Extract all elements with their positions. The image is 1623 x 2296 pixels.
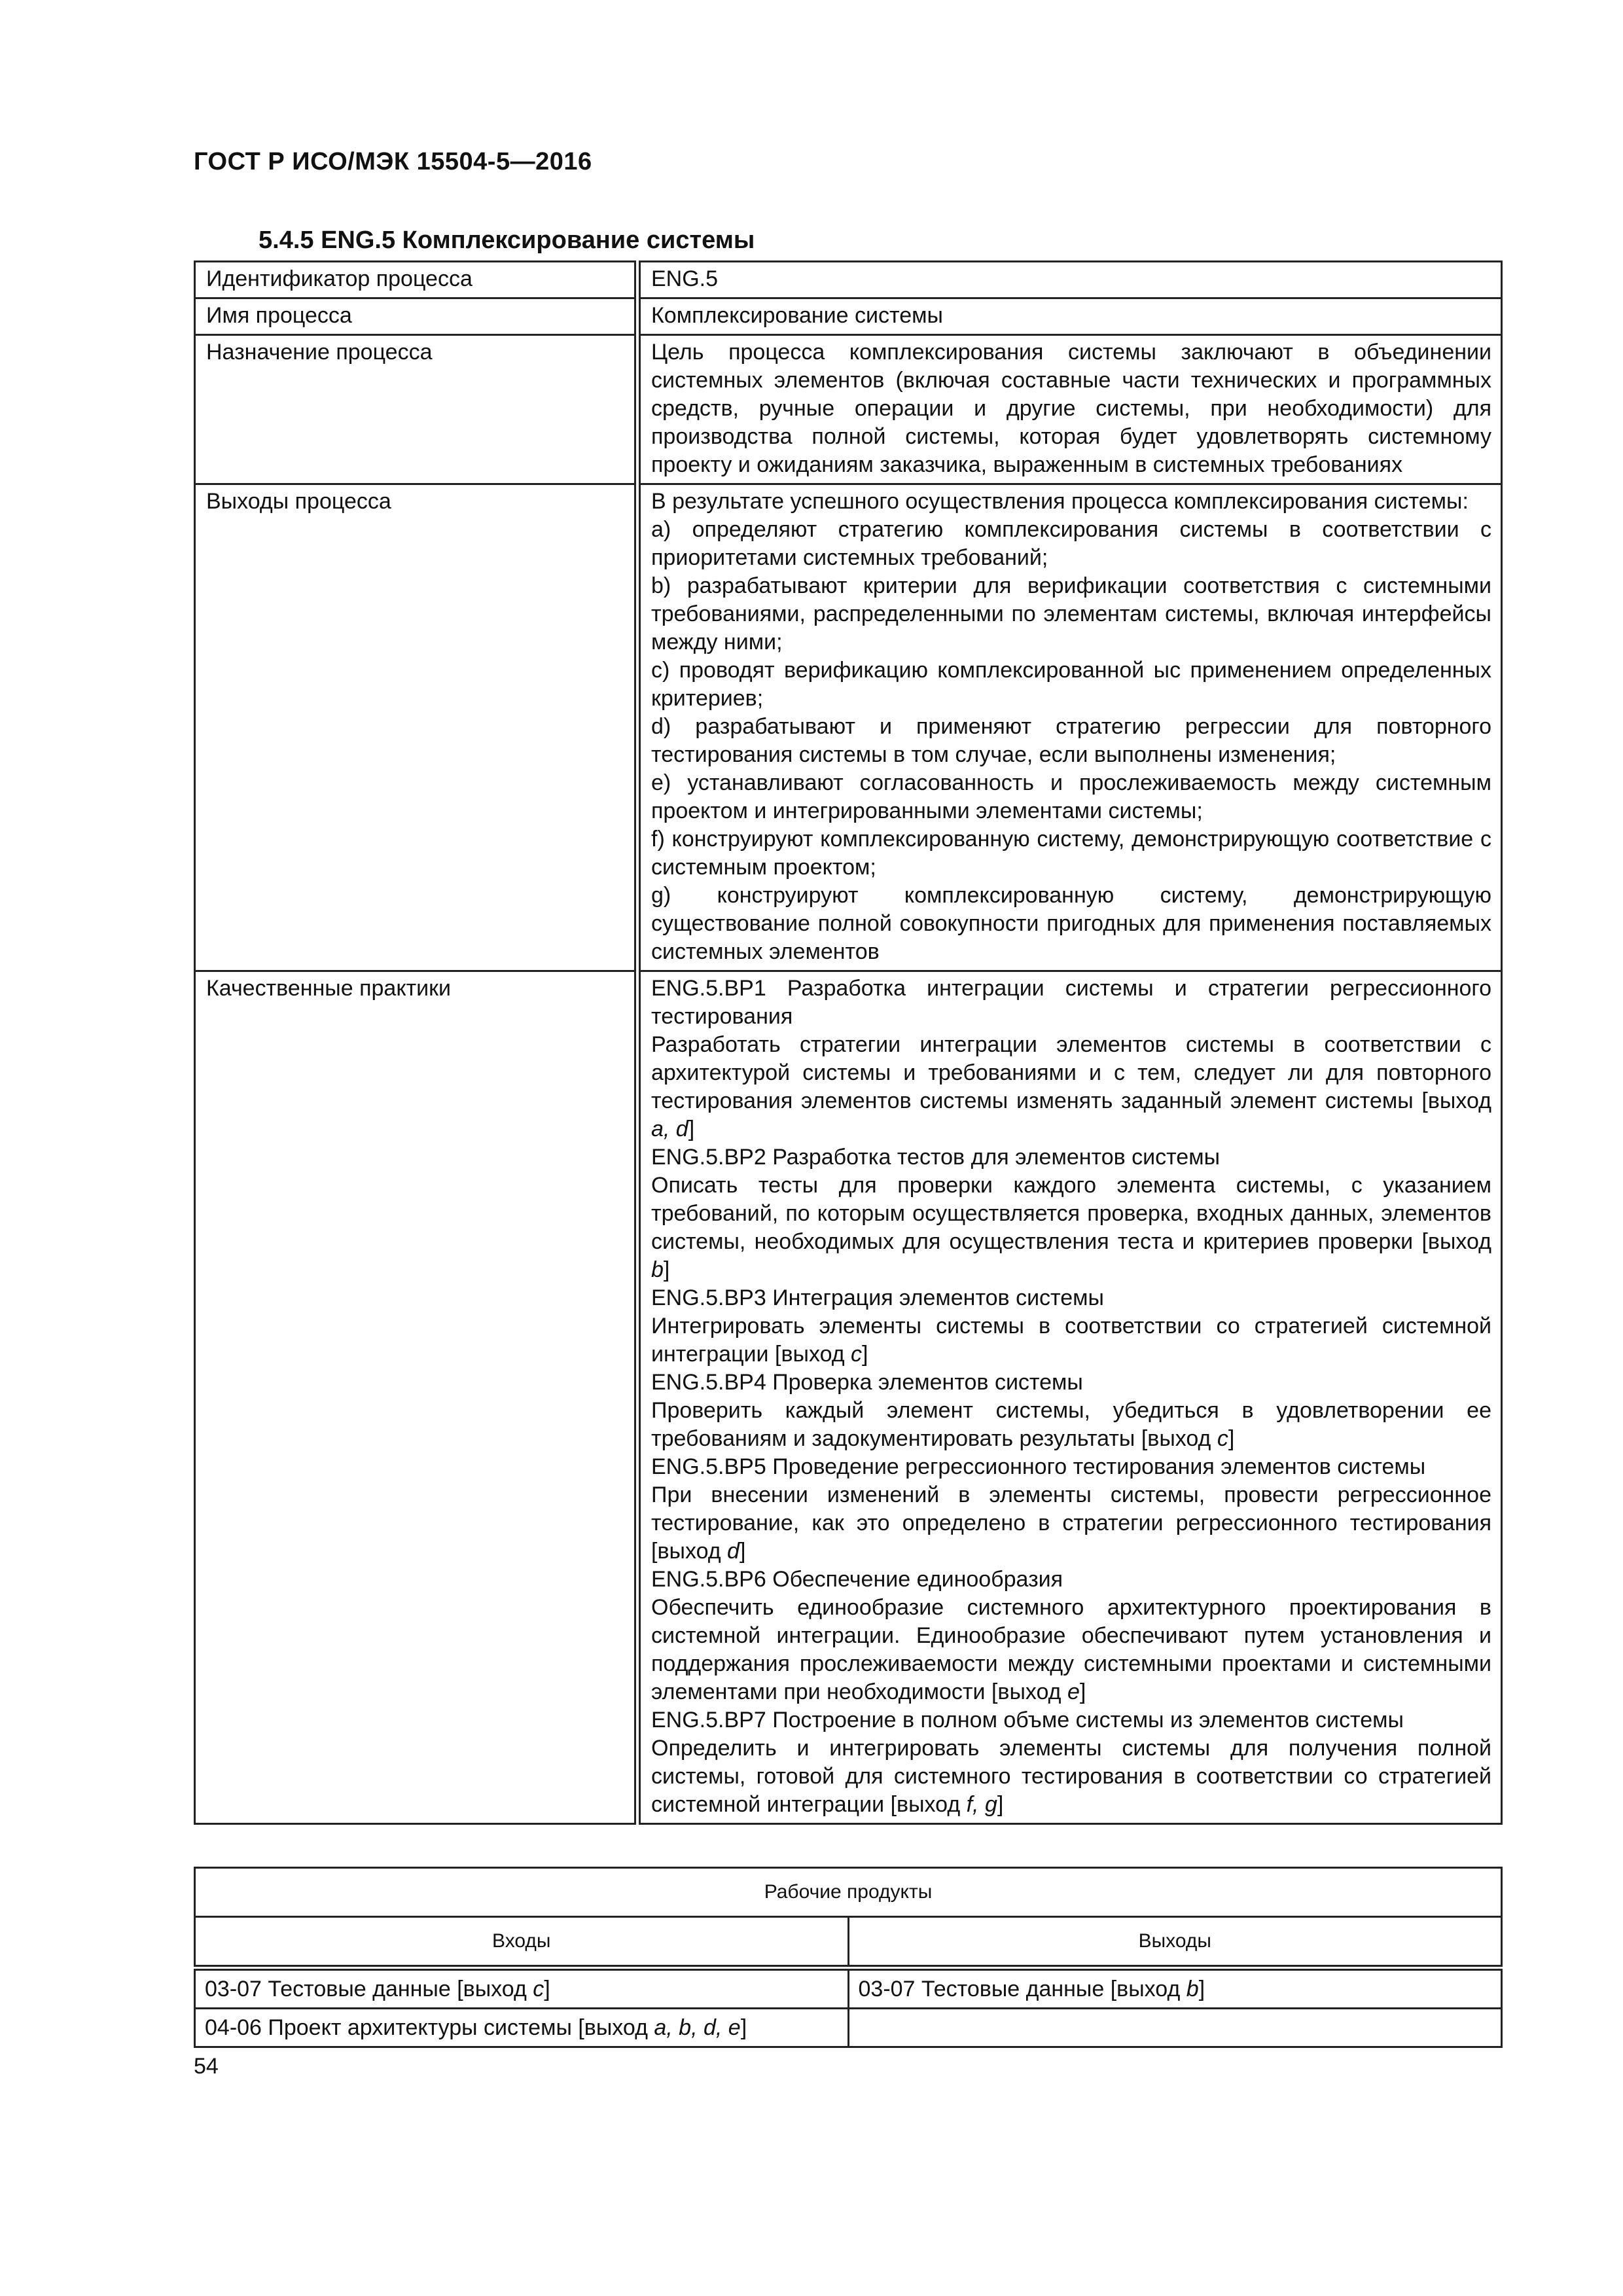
practice-output-ref [1141, 1426, 1234, 1451]
process-name-label: Имя процесса [195, 298, 638, 335]
practice-desc-text: Описать тесты для проверки каждого элемента системы, с указанием требований, по которым осуществляется проверка, входных данных, элементов системы, необходимых для осуществления теста и критериев проверки [651, 1173, 1491, 1254]
practice-block [651, 1566, 1491, 1706]
practice-description [651, 1172, 1491, 1284]
practice-desc-text: Проверить каждый элемент системы, убедиться в удовлетворении ее требованиям и задокументировать результаты [651, 1398, 1491, 1451]
practice-description [651, 1312, 1491, 1369]
work-product-output [848, 2009, 1502, 2047]
ref-suffix: ] [1228, 1426, 1235, 1451]
process-outputs-value [637, 484, 1502, 971]
process-row-id [195, 262, 1502, 298]
ref-items: f, g [966, 1792, 997, 1817]
work-product-input [195, 1968, 849, 2009]
wp-input-end: ] [740, 2015, 747, 2040]
ref-items: b [651, 1257, 664, 1282]
practice-title: ENG.5.BP3 Интеграция элементов системы [651, 1285, 1104, 1310]
practice-output-ref [651, 1539, 745, 1564]
output-item: a) определяют стратегию комплексирования системы в соответствии с приоритетами системных требований; [651, 517, 1491, 570]
practice-block [651, 1143, 1491, 1284]
output-item: f) конструируют комплексированную систему, демонстрирующую соответствие с системным проектом; [651, 827, 1491, 880]
practice-title: ENG.5.BP7 Построение в полном объме системы из элементов системы [651, 1708, 1404, 1732]
practice-description [651, 1481, 1491, 1566]
ref-suffix: ] [997, 1792, 1004, 1817]
work-product-input [195, 2009, 849, 2047]
practice-desc-text: Обеспечить единообразие системного архитектурного проектирования в системной интеграции. Единообразие обеспечивают путем установления и поддержания прослеживаемости между системными проектами и системными элементами при необходимости [651, 1595, 1491, 1704]
output-item: d) разрабатывают и применяют стратегию регрессии для повторного тестирования системы в том случае, если выполнены изменения; [651, 714, 1491, 767]
practice-output-ref [891, 1792, 1004, 1817]
process-outputs-label: Выходы процесса [195, 484, 638, 971]
ref-prefix: [выход [890, 1792, 967, 1817]
section-title: 5.4.5 ENG.5 Комплексирование системы [259, 226, 755, 254]
process-row-outputs [195, 484, 1502, 971]
practice-output-ref [775, 1342, 868, 1367]
outputs-header: Выходы [848, 1917, 1502, 1968]
practice-desc-text: Определить и интегрировать элементы системы для получения полной системы, готовой для системного тестирования в соответствии со стратегией системной интеграции [651, 1736, 1491, 1817]
process-table [194, 260, 1503, 1825]
ref-suffix: ] [663, 1257, 670, 1282]
outputs-intro: В результате успешного осуществления процесса комплексирования системы: [651, 489, 1469, 514]
work-product-output [848, 1968, 1502, 2009]
practice-title: ENG.5.BP4 Проверка элементов системы [651, 1370, 1083, 1395]
wp-input-text: 04-06 Проект архитектуры системы [выход [205, 2015, 654, 2040]
work-products-table [194, 1867, 1503, 2048]
ref-prefix: [выход [1421, 1229, 1492, 1254]
process-row-purpose [195, 335, 1502, 484]
practice-desc-text: Разработать стратегии интеграции элементов системы в соответствии с архитектурой системы и требованиями и с тем, следует ли для повторного тестирования элементов системы изменять заданный элемент системы [651, 1032, 1491, 1113]
ref-prefix: [выход [991, 1679, 1067, 1704]
inputs-header: Входы [195, 1917, 849, 1968]
output-item: e) устанавливают согласованность и прослеживаемость между системным проектом и интегрированными элементами системы; [651, 770, 1491, 823]
process-row-name [195, 298, 1502, 335]
output-item: c) проводят верификацию комплексированной ыс применением определенных критериев; [651, 658, 1491, 711]
ref-items: c [1217, 1426, 1228, 1451]
practice-output-ref [991, 1679, 1086, 1704]
practice-desc-text: При внесении изменений в элементы системы, провести регрессионное тестирование, как это определено в стратегии регрессионного тестирования [651, 1482, 1491, 1535]
process-purpose-label: Назначение процесса [195, 335, 638, 484]
practice-description [651, 1594, 1491, 1706]
wp-input-text: 03-07 Тестовые данные [выход [205, 1977, 533, 2001]
page-number: 54 [194, 2054, 219, 2079]
practice-description [651, 1031, 1491, 1143]
ref-suffix: ] [688, 1117, 695, 1141]
practice-block [651, 975, 1491, 1143]
practice-block [651, 1369, 1491, 1453]
wp-input-items: c [533, 1977, 544, 2001]
wp-output-items: b [1186, 1977, 1199, 2001]
practice-title: ENG.5.BP2 Разработка тестов для элементов системы [651, 1145, 1221, 1170]
output-item: b) разрабатывают критерии для верификации соответствия с системными требованиями, распределенными по элементам системы, включая интерфейсы между ними; [651, 573, 1491, 655]
practice-title: ENG.5.BP5 Проведение регрессионного тестирования элементов системы [651, 1454, 1426, 1479]
practice-block [651, 1284, 1491, 1369]
practice-block [651, 1706, 1491, 1819]
wp-output-text: 03-07 Тестовые данные [выход [858, 1977, 1186, 2001]
ref-suffix: ] [1079, 1679, 1086, 1704]
wp-input-items: a, b, d, e [654, 2015, 741, 2040]
ref-items: a, d [651, 1117, 688, 1141]
ref-suffix: ] [739, 1539, 746, 1564]
ref-items: c [851, 1342, 863, 1367]
document-header: ГОСТ Р ИСО/МЭК 15504-5—2016 [194, 148, 592, 175]
work-product-row [195, 2009, 1502, 2047]
practice-description [651, 1397, 1491, 1453]
ref-prefix: [выход [651, 1539, 728, 1564]
practice-title: ENG.5.BP1 Разработка интеграции системы и стратегии регрессионного тестирования [651, 976, 1491, 1029]
process-row-practices [195, 971, 1502, 1824]
wp-output-end: ] [1198, 1977, 1205, 2001]
wp-input-end: ] [544, 1977, 550, 2001]
process-practices-value [637, 971, 1502, 1824]
process-practices-label: Качественные практики [195, 971, 638, 1824]
output-item: g) конструируют комплексированную систему, демонстрирующую существование полной совокупности пригодных для применения поставляемых системных элементов [651, 883, 1491, 964]
ref-items: d [727, 1539, 740, 1564]
practice-desc-text: Интегрировать элементы системы в соответствии со стратегией системной интеграции [651, 1314, 1491, 1367]
ref-prefix: [выход [1141, 1426, 1217, 1451]
practice-description [651, 1734, 1491, 1819]
practice-block [651, 1453, 1491, 1566]
process-purpose-value: Цель процесса комплексирования системы заключают в объединении системных элементов (включая составные части технических и программных средств, ручные операции и другие системы, при необходимости) для производства полной системы, которая будет удовлетворять системному проекту и ожиданиям заказчика, выраженным в системных требованиях [637, 335, 1502, 484]
ref-prefix: [выход [1421, 1088, 1491, 1113]
work-products-header-row [195, 1917, 1502, 1968]
work-products-title-row [195, 1868, 1502, 1917]
ref-items: e [1067, 1679, 1080, 1704]
process-id-value: ENG.5 [637, 262, 1502, 298]
work-product-row [195, 1968, 1502, 2009]
process-id-label: Идентификатор процесса [195, 262, 638, 298]
work-products-title: Рабочие продукты [195, 1868, 1502, 1917]
practice-title: ENG.5.BP6 Обеспечение единообразия [651, 1567, 1063, 1592]
process-name-value: Комплексирование системы [637, 298, 1502, 335]
ref-suffix: ] [862, 1342, 868, 1367]
ref-prefix: [выход [775, 1342, 851, 1367]
